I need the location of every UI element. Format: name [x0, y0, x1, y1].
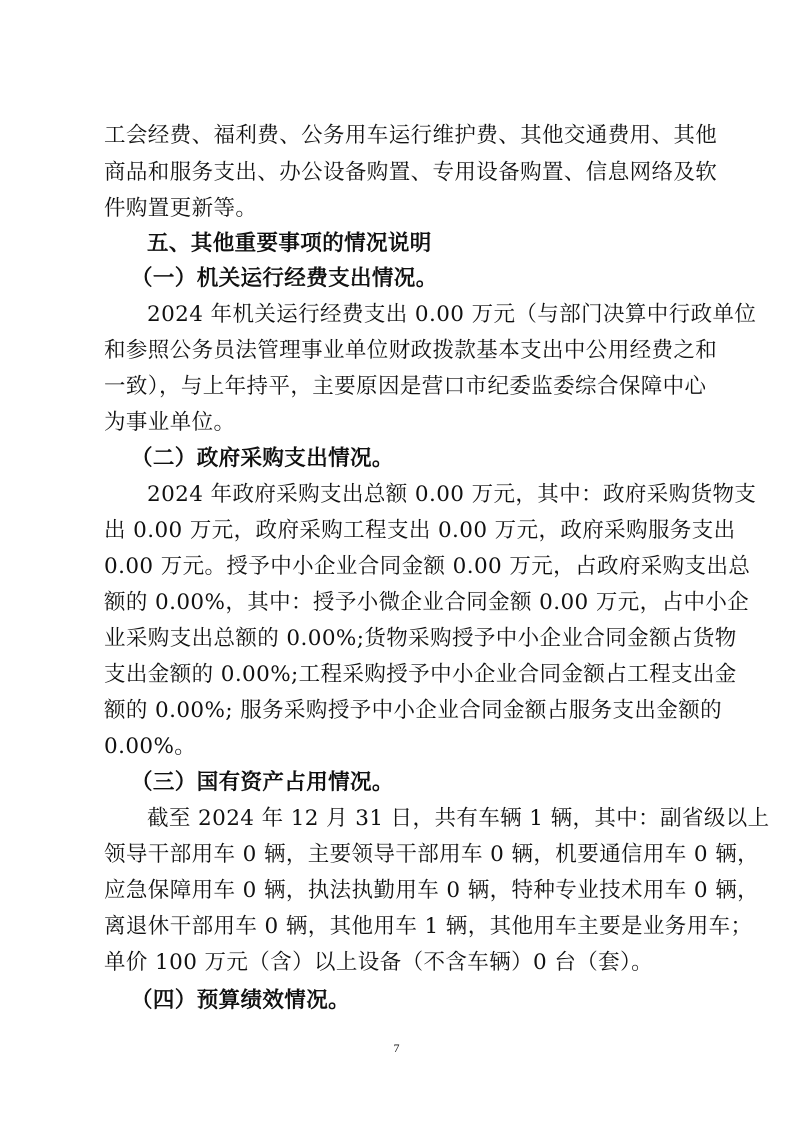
sub2-paragraph-line-2: 出 0.00 万元，政府采购工程支出 0.00 万元，政府采购服务支出 — [104, 518, 736, 543]
sub3-paragraph-line-1: 截至 2024 年 12 月 31 日，共有车辆 1 辆，其中：副省级以上 — [147, 806, 770, 831]
sub2-paragraph-line-6: 支出金额的 0.00%;工程采购授予中小企业合同金额占工程支出金 — [104, 662, 737, 687]
page-number: 7 — [393, 1041, 400, 1055]
subsection-2-heading: （二）政府采购支出情况。 — [131, 446, 394, 471]
sub2-paragraph-line-4: 额的 0.00%，其中：授予小微企业合同金额 0.00 万元，占中小企 — [104, 590, 750, 615]
expenses-paragraph-line-3: 件购置更新等。 — [104, 196, 258, 221]
sub2-paragraph-line-5: 业采购支出总额的 0.00%;货物采购授予中小企业合同金额占货物 — [104, 626, 737, 651]
sub2-paragraph-line-1: 2024 年政府采购支出总额 0.00 万元，其中：政府采购货物支 — [147, 482, 757, 507]
subsection-3-heading: （三）国有资产占用情况。 — [131, 770, 394, 795]
sub1-paragraph-line-2: 和参照公务员法管理事业单位财政拨款基本支出中公用经费之和 — [104, 338, 718, 363]
sub3-paragraph-line-5: 单价 100 万元（含）以上设备（不含车辆）0 台（套）。 — [104, 950, 654, 975]
expenses-paragraph-line-2: 商品和服务支出、办公设备购置、专用设备购置、信息网络及软 — [104, 160, 718, 185]
sub2-paragraph-line-8: 0.00%。 — [104, 734, 197, 759]
expenses-paragraph-line-1: 工会经费、福利费、公务用车运行维护费、其他交通费用、其他 — [104, 123, 718, 148]
sub3-paragraph-line-4: 离退休干部用车 0 辆，其他用车 1 辆，其他用车主要是业务用车； — [104, 914, 753, 939]
sub1-paragraph-line-4: 为事业单位。 — [104, 410, 236, 435]
section-five-heading: 五、其他重要事项的情况说明 — [147, 231, 432, 256]
sub1-paragraph-line-3: 一致），与上年持平，主要原因是营口市纪委监委综合保障中心 — [104, 374, 707, 399]
sub2-paragraph-line-7: 额的 0.00%; 服务采购授予中小企业合同金额占服务支出金额的 — [104, 698, 723, 723]
sub2-paragraph-line-3: 0.00 万元。授予中小企业合同金额 0.00 万元，占政府采购支出总 — [104, 554, 751, 579]
sub3-paragraph-line-2: 领导干部用车 0 辆，主要领导干部用车 0 辆，机要通信用车 0 辆， — [104, 842, 760, 867]
sub1-paragraph-line-1: 2024 年机关运行经费支出 0.00 万元（与部门决算中行政单位 — [147, 302, 757, 327]
subsection-1-heading: （一）机关运行经费支出情况。 — [131, 266, 438, 291]
sub3-paragraph-line-3: 应急保障用车 0 辆，执法执勤用车 0 辆，特种专业技术用车 0 辆， — [104, 878, 760, 903]
subsection-4-heading: （四）预算绩效情况。 — [131, 988, 351, 1013]
